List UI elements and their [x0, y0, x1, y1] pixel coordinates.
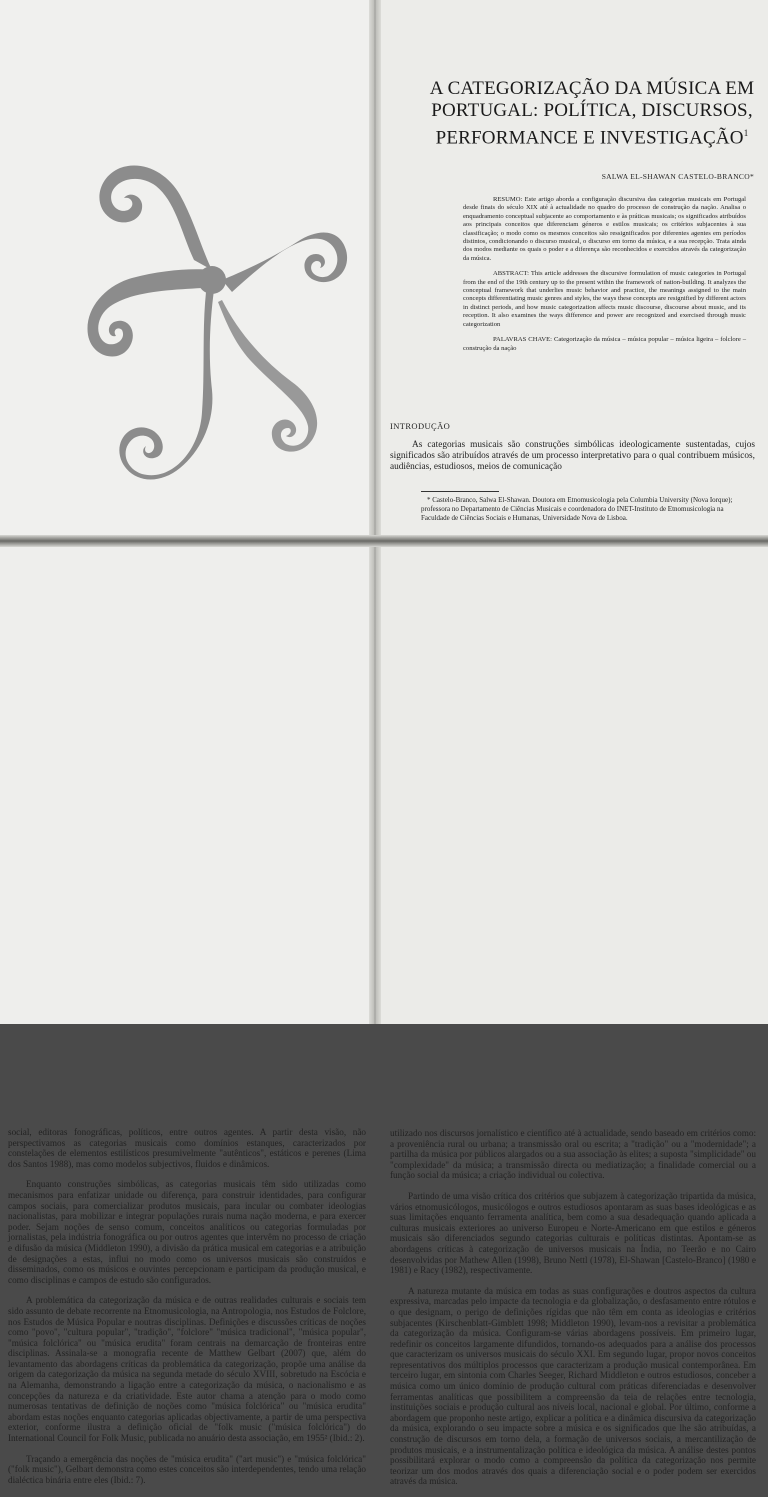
- body-paragraph: Enquanto construções simbólicas, as categorias musicais têm sido utilizadas como mecanismos para enfatizar unidade ou diferença, para construir identidades, para configurar campos sociais, para comercializar produtos musicais, para incular ou combater ideologias nacionalistas, para mobilizar e integrar populações rurais numa nação moderna, e para exercer poder. Sejam noções de senso comum, conceitos analíticos ou categorias formuladas por jornalistas, pela indústria fonográfica ou por outros agentes que intervêm no processo de criação e difusão da música (Middleton 1990), a divisão da prática musical em categorias e a atribuição de designações a estas, influi no modo como os universos musicais são construídos e disseminados, como os músicos e ouvintes percepcionam e participam da produção musical, e como disciplinas e campos de estudo são configurados.: [8, 1179, 366, 1285]
- body-paragraph: A problemática da categorização da música e de outras realidades culturais e sociais tem sido assunto de debate recorrente na Etnomusicologia, na Antropologia, nos Estudos de Folclore, nos Estudos de Música Popular e noutras disciplinas. Definições e discussões críticas de noções como "povo", "cultura popular", "tradição", "folclore" "música tradicional", "música popular", "música folclórica" ou "música erudita" foram centrais na demarcação de fronteiras entre disciplinas. Assinala-se a monografia recente de Matthew Gelbart (2007) que, além do levantamento das abordagens críticas da problemática da categorização, propõe uma análise da origem da categorização da música na segunda metade do século XVIII, sobretudo na Escócia e na Alemanha, demonstrando a ligação entre a categorização da música, o nacionalismo e as concepções da natureza e da criatividade. Este autor chama a atenção para o modo como numerosas tentativas de definição de noções como "música folclórica" ou "música erudita" abordam estas noções enquanto categorias aplicadas objectivamente, a partir de uma perspectiva exterior, conforme ilustra a definição oficial de "folk music ("música folclórica") do International Council for Folk Music, publicada no anuário desta associação, em 1955² (Ibid.: 2).: [8, 1295, 366, 1444]
- body-paragraph: social, editoras fonográficas, políticos, entre outros agentes. A partir desta visão, não perspectivamos as categorias musicais como domínios estanques, caracterizados por constelações de elementos estilísticos presumivelmente "autênticos", estáticos e perenes (Lima dos Santos 1988), mas como modelos subjectivos, fluidos e dinâmicos.: [8, 1127, 366, 1169]
- left-page-top: [0, 0, 373, 535]
- body-paragraph: Traçando a emergência das noções de "música erudita" ("art music") e "música folclórica" ("folk music"), Gelbart demonstra como estes conceitos são interdependentes, tendo uma relação dialéctica binária entre eles (Ibid.: 7).: [8, 1453, 366, 1485]
- page-separator: [0, 535, 768, 547]
- body-paragraph: A natureza mutante da música em todas as suas configurações e doutros aspectos da cultura expressiva, marcadas pelo impacte da tecnologia e da globalização, o desfasamento entre rótulos e o que designam, o perigo de definições rígidas que não têm em conta as ideologias e critérios subjacentes (Kirschenblatt-Gimblett 1998; Middleton 1990), levam-nos a revisitar a problemática da categorização da música. Configuram-se várias abordagens possíveis. Em primeiro lugar, redefinir os conceitos largamente difundidos, tornando-os adequados para a análise dos processos que caracterizam os universos musicais do século XXI. Em segundo lugar, propor novos conceitos representativos dos múltiplos processos que caracterizam a produção musical contemporânea. Em terceiro lugar, em sintonia com Charles Seeger, Richard Middleton e outros estudiosos, conceber a música como um único domínio de produção cultural com práticas diferenciadas e desenvolver ferramentas analíticas que possibilitem a compreensão da teia de relações entre tecnologia, instituições sociais e produção cultural aos níveis local, nacional e global. Por último, conforme a abordagem que proponho neste artigo, explicar a política e a dinâmica discursiva da categorização da música, explorando o seu impacte sobre a música e os significados que lhe são atribuídas, a construção de discursos em torno dela, a formação de universos sociais, a mercantilização de produtos musicais, e a instrumentalização política e ideológica da música. A análise destes pontos possibilitará explorar o modo como a compreensão da política da categorização nos permite teorizar um dos modos através dos quais a diferenciação social e o poder podem ser exercidos através da música.: [390, 1285, 756, 1487]
- title-line: PERFORMANCE E INVESTIGAÇÃO$^1$: [435, 127, 749, 149]
- footnote-divider: [421, 491, 499, 492]
- body-paragraph: utilizado nos discursos jornalístico e científico até à actualidade, sendo baseado em critérios como: a proveniência rural ou urbana; a transmissão oral ou escrita; a "tradição" ou a "modernidade"; a partilha da música por públicos alargados ou a sua associação às elites; a suposta "simplicidade" ou "complexidade" da música; a transmissão directa ou mediatização; a finalidade comercial ou a função social da música; a criação individual ou colectiva.: [390, 1128, 756, 1181]
- right-page-bottom: [377, 547, 768, 1487]
- abstract-block: [463, 196, 746, 360]
- article-title: [427, 78, 757, 149]
- title-line: A CATEGORIZAÇÃO DA MÚSICA EM: [429, 78, 755, 99]
- section-heading: INTRODUÇÃO: [390, 421, 451, 431]
- body-paragraph: Partindo de uma visão crítica dos critérios que subjazem à categorização tripartida da música, vários etnomusicólogos, musicólogos e outros estudiosos apontaram as suas bases ideológicas e as suas limitações enquanto ferramenta analítica, bem como a sua desadequação quando aplicada a culturas musicais exteriores ao universo Europeu e Norte-Americano em que estilos e géneros musicais são diferenciados segundo categorias culturais e políticas distintas. Apontam-se as abordagens críticas à categorização de universos musicais na Índia, no Teerão e no Cairo desenvolvidas por Mathew Allen (1998), Bruno Nettl (1978), El-Shawan [Castelo-Branco] (1980 e 1981) e Racy (1982), respectivamente.: [390, 1190, 756, 1276]
- title-footnote-marker: 1: [743, 128, 749, 138]
- text-column: [390, 1128, 756, 1497]
- author-name: SALWA EL-SHAWAN CASTELO-BRANCO*: [601, 172, 754, 181]
- footnote: * Castelo-Branco, Salwa El-Shawan. Doutora em Etnomusicologia pela Columbia University (Nova Iorque); professora no Departamento de Ciências Musicais e coordenadora do INET-Instituto de Etnomusicologia na Faculdade de Ciências Sociais e Humanas, Universidade Nova de Lisboa.: [421, 496, 733, 523]
- keywords-paragraph: PALAVRAS CHAVE: Categorização da música – música popular – música ligeira – folclore – construção da nação: [463, 336, 746, 352]
- book-spine: [369, 0, 381, 1024]
- abstract-paragraph: ABSTRACT: This article addresses the discursive formulation of music categories in Portugal from the end of the 19th century up to the present within the framework of nation-building. It analyzes the conceptual framework that underlies music behavior and practice, the meanings assigned to the main concepts differentiating music genres and styles, the ways these concepts are resignified by different actors in distinct periods, and how music categorization affects music discourse, discourse about music, and its reception. It also examines the ways difference and power are recognized and exercised through music categorization: [463, 270, 746, 328]
- right-page-top: [377, 0, 768, 535]
- text-column: [8, 1127, 366, 1495]
- left-page-bottom: [0, 547, 373, 1485]
- triskelion-ornament-icon: [62, 150, 362, 510]
- resumo-paragraph: RESUMO: Este artigo aborda a configuração discursiva das categorias musicais em Portugal desde finais do século XIX até à actualidade no quadro do processo de construção da nação. Analisa o enquadramento conceptual subjacente ao comportamento e às práticas musicais; os significados atribuídos aos principais conceitos que diferenciam géneros e estilos musicais; os critérios subjacentes à sua classificação; o modo como os mesmos conceitos são ressignificados por diferentes agentes em períodos distintos, condicionando o discurso musical, o discurso em torno da música, e a sua recepção. Trata ainda dos modos mediante os quais o poder e a diferença são reconhecidos e exercidos através da categorização da música.: [463, 196, 746, 262]
- intro-paragraph: As categorias musicais são construções simbólicas ideologicamente sustentadas, cujos significados são atribuídos através de um processo interpretativo para o qual contribuem músicos, audiências, estudiosos, meios de comunicação: [390, 440, 755, 472]
- title-line: PORTUGAL: POLÍTICA, DISCURSOS,: [431, 100, 753, 121]
